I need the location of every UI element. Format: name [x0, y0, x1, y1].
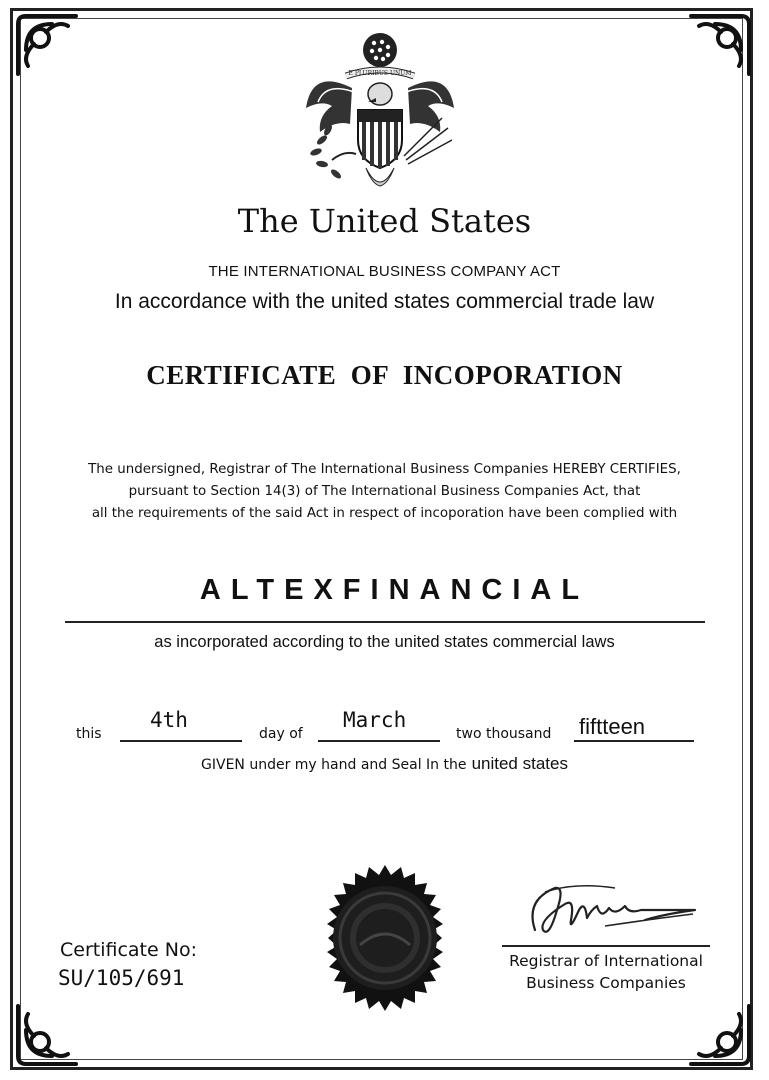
certificate-heading: CERTIFICATE OF INCOPORATION — [146, 360, 623, 390]
year-value: fiftteen — [579, 714, 646, 739]
certificate-number-label: Certificate No: — [60, 939, 197, 961]
corner-ornament-icon — [685, 1000, 755, 1070]
paragraph-line: pursuant to Section 14(3) of The International Business Companies Act, that — [128, 484, 641, 499]
accordance-line: In accordance with the united states commercial trade law — [114, 290, 655, 313]
month-underline — [318, 740, 440, 742]
day-of-label: day of — [259, 726, 303, 742]
incorporated-line: as incorporated according to the united states commercial laws — [154, 633, 615, 651]
company-name: ALTEXFINANCIAL — [199, 574, 590, 606]
given-line — [0, 754, 769, 774]
month-value: March — [343, 708, 407, 732]
embossed-seal-icon — [310, 863, 460, 1013]
paragraph-line: The undersigned, Registrar of The International Business Companies HEREBY CERTIFIES, — [88, 462, 681, 477]
certificate-title: The United States — [237, 202, 532, 240]
given-text: GIVEN under my hand and Seal In the — [201, 757, 467, 773]
paragraph-line: all the requirements of the said Act in respect of incoporation have been complied with — [91, 506, 678, 521]
registrar-title — [502, 950, 710, 994]
signature-line — [502, 945, 710, 947]
day-underline — [120, 740, 242, 742]
this-label: this — [76, 726, 102, 742]
certificate-number: SU/105/691 — [58, 966, 185, 990]
act-line: THE INTERNATIONAL BUSINESS COMPANY ACT — [208, 263, 561, 280]
year-underline — [574, 740, 694, 742]
corner-ornament-icon — [12, 10, 82, 80]
registrar-line: Registrar of International — [509, 952, 703, 970]
corner-ornament-icon — [685, 10, 755, 80]
two-thousand-label: two thousand — [456, 726, 552, 742]
registrar-line: Business Companies — [526, 974, 686, 992]
day-value: 4th — [150, 708, 188, 732]
certification-paragraph — [0, 459, 769, 525]
company-underline — [65, 621, 705, 623]
signature-icon — [505, 880, 710, 945]
corner-ornament-icon — [12, 1000, 82, 1070]
given-place: united states — [471, 754, 568, 773]
emblem-motto: E PLURIBUS UNUM — [348, 70, 412, 77]
eagle-emblem-icon — [292, 28, 472, 198]
